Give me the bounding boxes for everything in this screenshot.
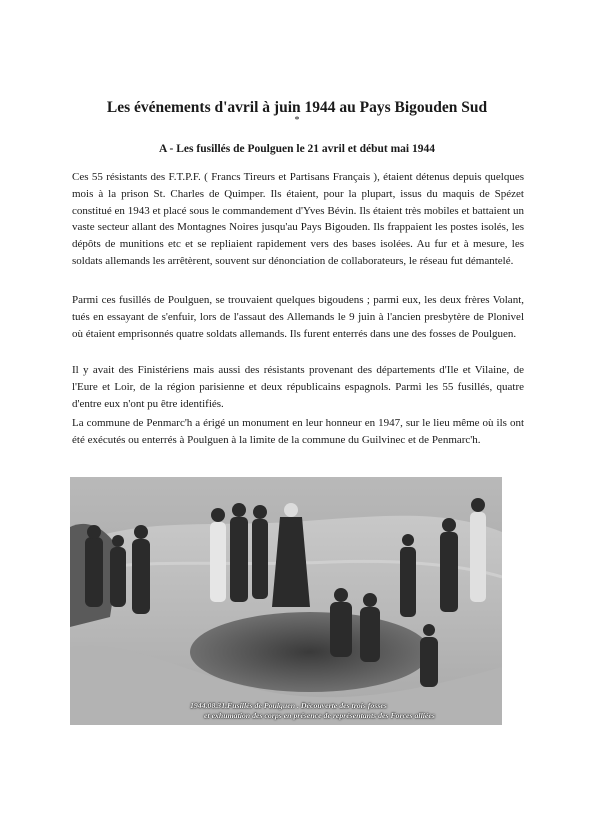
document-title: Les événements d'avril à juin 1944 au Pays Bigouden Sud: [106, 99, 488, 116]
paragraph-1: Ces 55 résistants des F.T.P.F. ( Francs Tireurs et Partisans Français ), étaient détenus depuis quelques mois à la prison St. Charles de Quimper. Ils étaient, pour la plupart, issus du maquis de Spézet constitué en 1943 et placé sous le commandement d'Yves Bévin. Ils étaient très mobiles et battaient un vaste secteur allant des Montagnes Noires jusqu'au Pays Bigouden. Ils frappaient les postes isolés, les dépôts de munitions etc et se repliaient rapidement vers des bases isolées. Au fur et à mesure, les soldats allemands les arrêtèrent, souvent sur dénonciation de collaborateurs, le réseau fut démantelé.: [72, 171, 524, 267]
historical-photo: [70, 477, 502, 725]
title-separator: *: [294, 115, 300, 126]
photo-caption-line-1: 1944.08.31.Fusillés de Poulguen . Découverte des trois fosses: [190, 701, 387, 710]
paragraph-4: La commune de Penmarc'h a érigé un monument en leur honneur en 1947, sur le lieu même où ils ont été exécutés ou enterrés à Poulguen à la limite de la commune du Guilvinec et de Penmarc'h.: [72, 417, 524, 446]
photo-illustration: [70, 477, 502, 725]
paragraph-2: Parmi ces fusillés de Poulguen, se trouvaient quelques bigoudens ; parmi eux, les deux frères Volant, tués en essayant de s'enfuir, lors de l'assaut des Allemands le 9 juin à l'ancien presbytère de Plonivel où étaient emprisonnés quatre soldats allemands. Ils furent enterrés dans une des fosses de Poulguen.: [72, 294, 524, 340]
section-title: A - Les fusillés de Poulguen le 21 avril et début mai 1944: [159, 143, 435, 155]
paragraph-3: Il y avait des Finistériens mais aussi des résistants provenant des départements d'Ile et Vilaine, de l'Eure et Loir, de la région parisienne et deux républicains espagnols. Parmi les 55 fusillés, quatre d'entre eux n'ont pu être identifiés.: [72, 364, 524, 410]
photo-caption-line-2: et exhumation des corps en présence de représentants des Forces alliées: [204, 711, 435, 720]
photo-caption: [190, 701, 490, 721]
